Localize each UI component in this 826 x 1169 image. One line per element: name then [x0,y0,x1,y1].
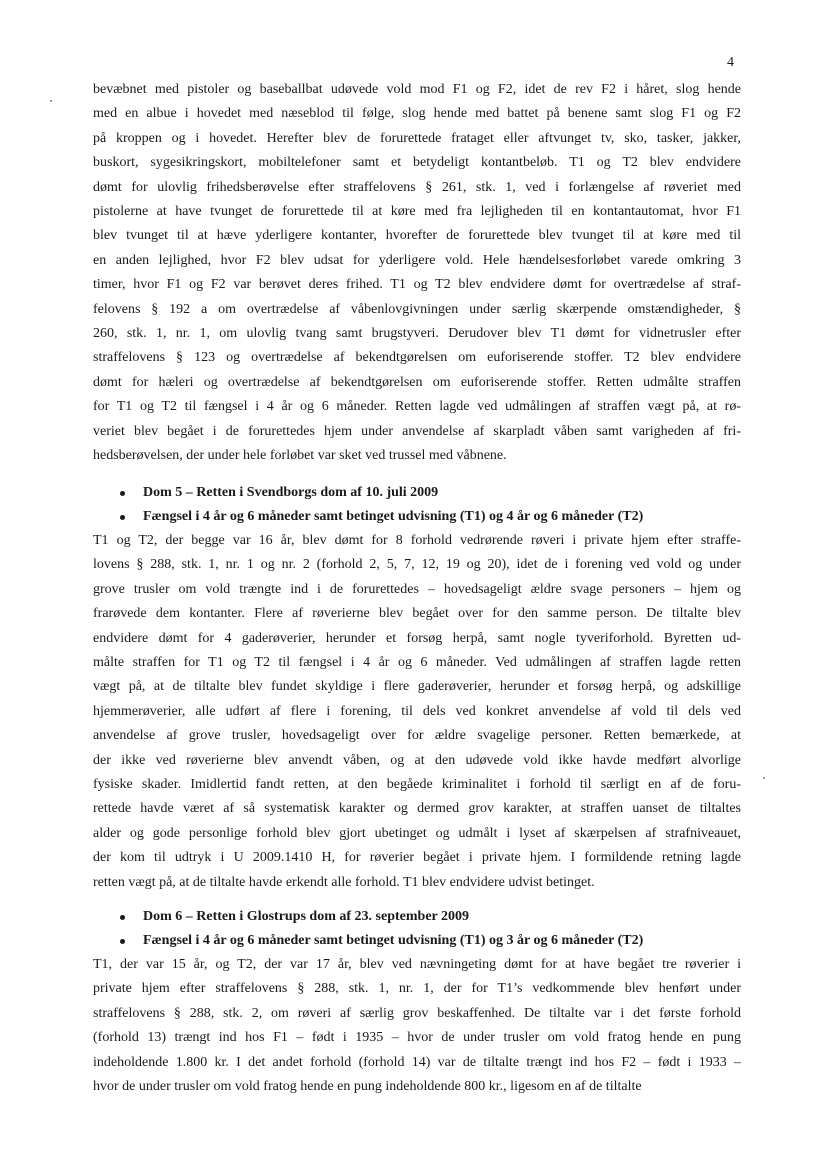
text-line: bevæbnet med pistoler og baseballbat udøvede vold mod F1 og F2, idet de rev F2 i håret, slog hende [93,82,741,97]
text-line: der kom til udtryk i U 2009.1410 H, for røverier begået i private hjem. I formildende retning lagde [93,850,741,866]
bullet-list [93,481,741,529]
text-line: straffelovens § 123 og overtrædelse af bekendtgørelsen om euforiserende stoffer. T2 blev endvidere [93,350,741,366]
text-line: 260, stk. 1, nr. 1, om ulovlig tvang samt brugstyveri. Derudover blev T1 dømt for vidnetrusler efter [93,326,741,342]
text-line: anvendelse af grove trusler, hovedsageligt over for ældre svagelige personer. Retten bemærkede, at [93,728,741,744]
text-line: straffelovens § 288, stk. 2, om røveri af særlig grov beskaffenhed. De tiltalte var i det første forhold [93,1005,741,1021]
text-line: rettede havde været af så systematisk karakter og dermed grov karakter, at straffen uanset de tiltaltes [93,801,741,817]
text-line: for T1 og T2 til fængsel i 4 år og 6 måneder. Retten lagde ved udmålingen af straffen vægt på, at rø- [93,399,741,415]
text-line: endvidere dømt for 4 gaderøverier, herunder et forsøg herpå, samt nogle tyveriforhold. Byretten ud- [93,630,741,646]
text-line: alder og gode personlige forhold blev gjort ubetinget og udmålt i lyset af skærpelsen af strafniveauet, [93,825,741,841]
text-line: med en albue i hovedet med næseblod til følge, slog hende med battet på benene samt slog F1 og F2 [93,106,741,122]
text-line: hvor de under trusler om vold fratog hende en pung indeholdende 800 kr., ligesom en af de tiltalte [93,1079,642,1095]
section-dom-5 [93,481,741,895]
bullet-item-heading: Dom 5 – Retten i Svendborgs dom af 10. juli 2009 [93,481,741,505]
text-line: private hjem efter straffelovens § 288, stk. 1, nr. 1, der for T1’s vedkommende blev henført under [93,981,741,997]
text-line: frarøvede dem kontanter. Flere af røverierne blev begået over for den samme person. De tiltalte blev [93,606,741,622]
text-line: på kroppen og i hovedet. Herefter blev de forurettede frataget eller aftvunget tv, sko, tasker, jakker, [93,130,741,146]
text-line: fysiske skader. Imidlertid fandt retten, at den begåede kriminalitet i forhold til særligt en af de foru- [93,777,741,793]
text-line: timer, hvor F1 og F2 var berøvet deres frihed. T1 og T2 blev endvidere dømt for overtrædelse af straf- [93,277,741,293]
text-line: indeholdende 1.800 kr. I det andet forhold (forhold 14) var de tiltalte trængt ind hos F2 – født i 1933 – [93,1054,741,1070]
paragraph-text [93,78,741,469]
text-line: hjemmerøverier, alle udført af flere i forening, til dels ved konkret anvendelse af vold til dels ved [93,703,741,719]
text-line: retten vægt på, at de tiltalte havde erkendt alle forhold. T1 blev endvidere udvist betinget. [93,874,595,890]
text-line: veriet blev begået i de forurettedes hjem under anvendelse af skarpladt våben samt varigheden af fri- [93,423,741,439]
paragraph-text [93,953,741,1099]
bullet-list [93,905,741,953]
text-line: dømt for hæleri og overtrædelse af bekendtgørelsen om euforiserende stoffer. Retten udmålte straffen [93,374,741,390]
opening-paragraph [93,78,741,469]
text-line: grove trusler om vold trængte ind i de forurettedes – hovedsageligt ældre svage personers – hjem og [93,581,741,597]
bullet-item-heading: Dom 6 – Retten i Glostrups dom af 23. september 2009 [93,905,741,929]
text-line: hedsberøvelsen, der under hele forløbet var sket ved trussel med våbnene. [93,448,507,464]
text-line: lovens § 288, stk. 1, nr. 1 og nr. 2 (forhold 2, 5, 7, 12, 19 og 20), idet de i forening ved vold og under [93,557,741,573]
scan-speck [50,100,52,102]
text-line: dømt for ulovlig frihedsberøvelse efter straffelovens § 261, stk. 1, ved i forlængelse af røveriet med [93,179,741,195]
text-line: målte straffen for T1 og T2 til fængsel i 4 år og 6 måneder. Ved udmålingen af straffen lagde retten [93,655,741,671]
text-line: T1 og T2, der begge var 16 år, blev dømt for 8 forhold vedrørende røveri i private hjem efter straffe- [93,533,741,548]
text-line: felovens § 192 a om overtrædelse af våbenlovgivningen under særlig skærpende omstændigheder, § [93,301,741,317]
section-dom-6 [93,905,741,1099]
scan-speck [763,777,765,779]
text-line: blev tvunget til at hæve yderligere kontanter, hvorefter de forurettede blev tvunget til at køre med til [93,228,741,244]
text-line: T1, der var 15 år, og T2, der var 17 år, blev ved nævningeting dømt for at have begået tre røverier i [93,957,741,972]
bullet-item-sentence: Fængsel i 4 år og 6 måneder samt betinget udvisning (T1) og 4 år og 6 måneder (T2) [93,505,741,529]
bullet-item-sentence: Fængsel i 4 år og 6 måneder samt betinget udvisning (T1) og 3 år og 6 måneder (T2) [93,929,741,953]
text-line: der ikke ved røverierne blev anvendt våben, og at den udøvede vold ikke havde medført alvorlige [93,752,741,768]
text-line: (forhold 13) trængt ind hos F1 – født i 1935 – hvor de under trusler om vold fratog hende en pung [93,1030,741,1046]
text-line: pistolerne at have tvunget de forurettede til at køre med fra lejligheden til en kontantautomat, hvor F1 [93,204,741,220]
text-line: buskort, sygesikringskort, mobiltelefoner samt et betydeligt kontantbeløb. T1 og T2 blev endvidere [93,155,741,171]
paragraph-text [93,529,741,895]
text-line: en anden lejlighed, hvor F2 blev udsat for yderligere vold. Hele hændelsesforløbet varede omkring 3 [93,252,741,268]
page-number: 4 [727,55,734,70]
text-line: vægt på, at de tiltalte blev fundet skyldige i flere gaderøverier, herunder et forsøg herpå, og adskillige [93,679,741,695]
